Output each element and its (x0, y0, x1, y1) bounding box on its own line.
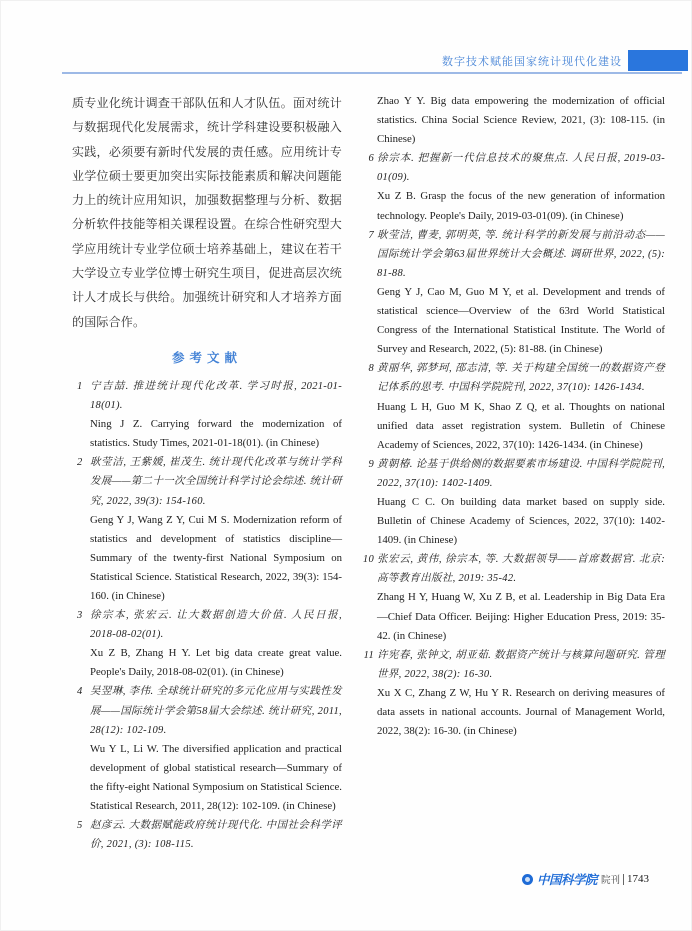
reference-chinese: 徐宗本, 张宏云. 让大数据创造大价值. 人民日报, 2018-08-02(01). (90, 610, 342, 641)
header-rule (62, 72, 682, 74)
reference-number: 9 (368, 458, 374, 470)
reference-item (368, 226, 665, 360)
reference-number: 8 (368, 363, 374, 375)
right-column (362, 92, 665, 741)
page-footer (522, 869, 649, 889)
reference-chinese: 许宪春, 张钟文, 胡亚茹. 数据资产统计与核算问题研究. 管理世界, 2022, 38(2): 16-30. (377, 649, 665, 680)
footer-divider (623, 874, 624, 885)
reference-number: 3 (77, 610, 83, 622)
reference-english: Geng Y J, Wang Z Y, Cui M S. Modernization reform of statistics and development of statistics discipline—Summary of the twenty-first National Symposium on Statistical Science. Statistical Research, 2022, 39(3): 154-160. (in Chinese) (90, 513, 342, 602)
reference-item (368, 359, 665, 454)
reference-number: 10 (362, 554, 374, 566)
reference-item (362, 550, 665, 645)
reference-english: Huang C C. On building data market based on supply side. Bulletin of Chinese Academy of Sciences, 2022, 37(10): 1402-1409. (in Chinese) (377, 495, 665, 547)
reference-item (72, 682, 342, 816)
reference-english: Ning J Z. Carrying forward the modernization of statistics. Study Times, 2021-01-18(01). (in Chinese) (90, 418, 342, 450)
cas-logo-text: 中国科学院 (537, 873, 598, 887)
reference-number: 5 (77, 820, 83, 832)
references-heading: 参考文献 (171, 350, 242, 365)
reference-english: Geng Y J, Cao M, Guo M Y, et al. Development and trends of statistical science—Overview of the 63rd World Statistical Congress of the International Statistical Institute. The World of Survey and Research, 2022, (5): 81-88. (in Chinese) (377, 285, 665, 356)
reference-chinese: 吴翌琳, 李伟. 全球统计研究的多元化应用与实践性发展——国际统计学会第58届大会综述. 统计研究, 2011, 28(12): 102-109. (90, 686, 342, 736)
reference-item (72, 453, 342, 606)
reference-item (72, 606, 342, 682)
reference-english: Wu Y L, Li W. The diversified application and practical development of global statistical research—Summary of the fifty-eight National Symposium on Statistical Science. Statistical Research, 2011, 28(12): 102-109. (in Chinese) (90, 742, 342, 813)
reference-english: Zhang H Y, Huang W, Xu Z B, et al. Leadership in Big Data Era—Chief Data Officer. Beijing: Higher Education Press, 2019: 35-42. (in Chinese) (377, 591, 665, 642)
reference-chinese: 张宏云, 黄伟, 徐宗本, 等. 大数据领导——首席数据官. 北京: 高等教育出版社, 2019: 35-42. (377, 554, 665, 585)
running-title: 数字技术赋能国家统计现代化建设 (442, 56, 622, 68)
reference-number: 2 (77, 457, 83, 469)
reference-chinese: 耿莹洁, 曹麦, 郭明英, 等. 统计科学的新发展与前沿动态——国际统计学会第63届世界统计大会概述. 调研世界, 2022, (5): 81-88. (377, 229, 665, 279)
reference-item (363, 646, 665, 741)
reference-number: 4 (77, 686, 83, 698)
reference-number: 11 (363, 649, 374, 661)
reference-item (368, 149, 665, 225)
left-column (72, 91, 342, 854)
reference-chinese: 徐宗本. 把握新一代信息技术的聚焦点. 人民日报, 2019-03-01(09). (377, 153, 665, 184)
reference-number: 6 (368, 153, 374, 165)
reference-number: 1 (77, 380, 83, 392)
reference-chinese: 耿莹洁, 王紫媛, 崔茂生. 统计现代化改革与统计学科发展——第二十一次全国统计科学讨论会综述. 统计研究, 2022, 39(3): 154-160. (90, 457, 342, 507)
header-accent-block (628, 50, 688, 71)
reference-item (72, 377, 342, 453)
reference-chinese: 黄朝椿. 论基于供给侧的数据要素市场建设. 中国科学院院刊, 2022, 37(10): 1402-1409. (377, 458, 665, 489)
page-number: 1743 (627, 873, 650, 885)
reference-number: 7 (368, 229, 374, 241)
body-paragraph: 质专业化统计调查干部队伍和人才队伍。面对统计与数据现代化发展需求，统计学科建设要积极融入实践，必须要有新时代发展的责任感。应用统计专业学位硕士要更加突出实际技能素质和解决问题能力上的统计应用知识，加强数据整理与分析、数据分析软件技能等相关课程设置。在综合性研究型大学应用统计专业学位硕士培养基础上，建议在若干大学设立专业学位博士研究生项目，促进高层次统计人才成长与供给。加强统计研究和人才培养方面的国际合作。 (72, 96, 342, 329)
journal-label: 院刊 (601, 875, 621, 886)
reference-chinese: 宁吉喆. 推进统计现代化改革. 学习时报, 2021-01-18(01). (90, 380, 342, 412)
reference-item (377, 92, 665, 149)
reference-english: Xu Z B, Zhang H Y. Let big data create great value. People's Daily, 2018-08-02(01). (in Chinese) (90, 647, 342, 679)
reference-chinese: 赵彦云. 大数据赋能政府统计现代化. 中国社会科学评价, 2021, (3): 108-115. (90, 820, 342, 851)
cas-round-emblem-icon (522, 874, 533, 885)
reference-chinese: 黄丽华, 郭梦珂, 邵志清, 等. 关于构建全国统一的数据资产登记体系的思考. 中国科学院院刊, 2022, 37(10): 1426-1434. (377, 363, 665, 394)
reference-item (72, 816, 342, 854)
reference-english: Zhao Y Y. Big data empowering the modernization of official statistics. China Social Science Review, 2021, (3): 108-115. (in Chinese) (377, 95, 665, 146)
reference-english: Xu Z B. Grasp the focus of the new generation of information technology. People's Daily, 2019-03-01(09). (in Chinese) (377, 190, 665, 222)
reference-english: Xu X C, Zhang Z W, Hu Y R. Research on deriving measures of data assets in national accounts. Journal of Management World, 2022, 38(2): 16-30. (in Chinese) (377, 686, 665, 738)
reference-item (368, 455, 665, 550)
reference-english: Huang L H, Guo M K, Shao Z Q, et al. Thoughts on national unified data asset registration system. Bulletin of Chinese Academy of Sciences, 2022, 37(10): 1426-1434. (in Chinese) (377, 400, 665, 451)
